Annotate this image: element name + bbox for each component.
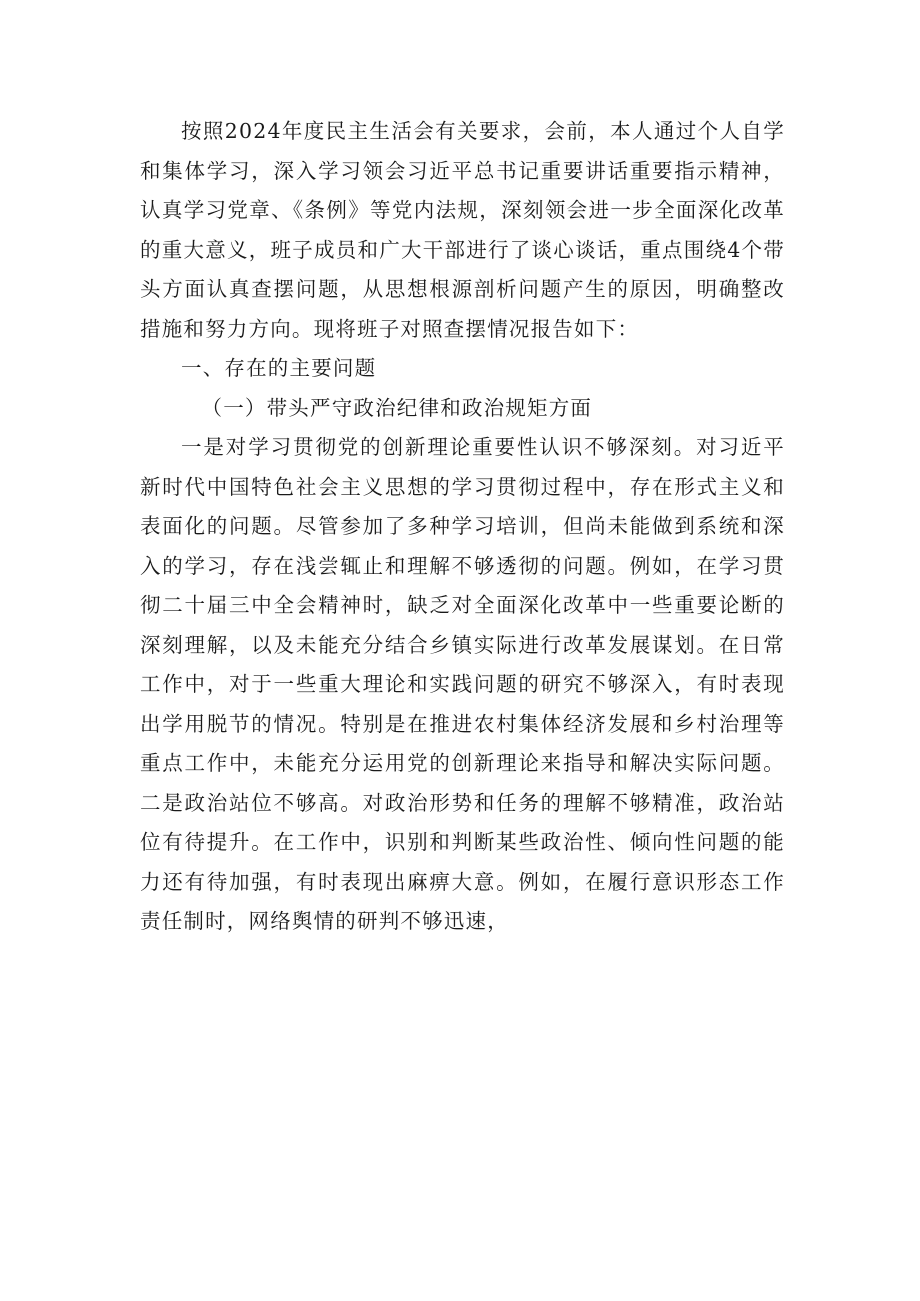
document-body (140, 112, 785, 942)
section-heading: 一、存在的主要问题 (181, 356, 377, 380)
body-paragraph: 一是对学习贯彻党的创新理论重要性认识不够深刻。对习近平新时代中国特色社会主义思想的学习贯彻过程中，存在形式主义和表面化的问题。尽管参加了多种学习培训，但尚未能做到系统和深入的学习，存在浅尝辄止和理解不够透彻的问题。例如，在学习贯彻二十届三中全会精神时，缺乏对全面深化改革中一些重要论断的深刻理解，以及未能充分结合乡镇实际进行改革发展谋划。在日常工作中，对于一些重大理论和实践问题的研究不够深入，有时表现出学用脱节的情况。特别是在推进农村集体经济发展和乡村治理等重点工作中，未能充分运用党的创新理论来指导和解决实际问题。二是政治站位不够高。对政治形势和任务的理解不够精准，政治站位有待提升。在工作中，识别和判断某些政治性、倾向性问题的能力还有待加强，有时表现出麻痹大意。例如，在履行意识形态工作责任制时，网络舆情的研判不够迅速， (140, 435, 785, 933)
intro-paragraph: 按照2024年度民主生活会有关要求，会前，本人通过个人自学和集体学习，深入学习领会习近平总书记重要讲话重要指示精神，认真学习党章、《条例》等党内法规，深刻领会进一步全面深化改革的重大意义，班子成员和广大干部进行了谈心谈话，重点围绕4个带头方面认真查摆问题，从思想根源剖析问题产生的原因，明确整改措施和努力方向。现将班子对照查摆情况报告如下： (140, 119, 785, 341)
subsection-heading: （一）带头严守政治纪律和政治规矩方面 (201, 395, 593, 420)
